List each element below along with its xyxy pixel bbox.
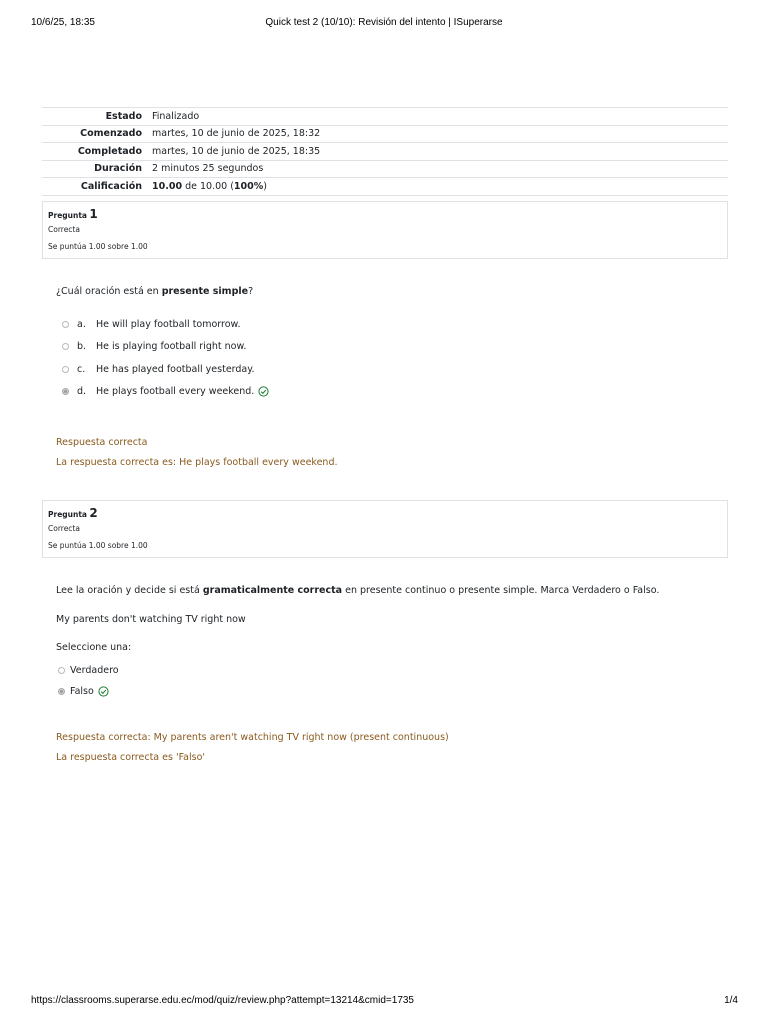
question-2-info bbox=[42, 500, 728, 558]
question-2-right-answer: La respuesta correcta es 'Falso' bbox=[56, 752, 205, 763]
grade-percent: 100% bbox=[233, 180, 264, 192]
answer-letter: a. bbox=[77, 318, 86, 330]
question-2-feedback: Respuesta correcta: My parents aren't watching TV right now (present continuous) bbox=[56, 732, 449, 743]
radio-button[interactable] bbox=[62, 366, 69, 373]
answer-option-c[interactable] bbox=[62, 362, 255, 376]
print-title: Quick test 2 (10/10): Revisión del intento | ISuperarse bbox=[265, 17, 503, 28]
summary-row-duracion bbox=[42, 160, 728, 178]
question-label: Pregunta bbox=[48, 211, 87, 220]
answer-text: He will play football tomorrow. bbox=[96, 318, 241, 330]
grade-close: ) bbox=[263, 180, 267, 192]
question-label: Pregunta bbox=[48, 510, 87, 519]
answer-letter: d. bbox=[77, 385, 87, 397]
option-label: Verdadero bbox=[70, 664, 119, 676]
qtext-bold: gramaticalmente correcta bbox=[202, 585, 343, 596]
summary-value: martes, 10 de junio de 2025, 18:35 bbox=[152, 145, 321, 157]
attempt-summary-table bbox=[42, 107, 728, 196]
qtext-part: ¿Cuál oración está en bbox=[56, 286, 162, 297]
option-verdadero[interactable] bbox=[58, 663, 119, 677]
question-state: Correcta bbox=[48, 524, 80, 533]
select-one-prompt: Seleccione una: bbox=[56, 642, 132, 653]
summary-label: Calificación bbox=[80, 180, 142, 192]
question-number: 2 bbox=[89, 506, 98, 520]
correct-check-icon bbox=[258, 386, 269, 397]
qtext-part: en presente continuo o presente simple. Marca Verdadero o Falso. bbox=[342, 585, 660, 596]
question-number: 1 bbox=[89, 207, 98, 221]
question-number-line bbox=[48, 506, 98, 520]
answer-text-correct bbox=[96, 386, 269, 397]
option-falso[interactable] bbox=[58, 684, 109, 698]
grade-score: 10.00 bbox=[152, 180, 183, 192]
summary-value: Finalizado bbox=[152, 110, 200, 122]
summary-label: Comenzado bbox=[80, 128, 142, 140]
question-2-text bbox=[56, 585, 659, 596]
qtext-part: ? bbox=[248, 286, 254, 297]
grade-of: de 10.00 ( bbox=[182, 180, 234, 192]
question-2-sentence: My parents don't watching TV right now bbox=[56, 614, 246, 625]
radio-button[interactable] bbox=[62, 343, 69, 350]
question-grade: Se puntúa 1.00 sobre 1.00 bbox=[48, 242, 148, 251]
print-footer bbox=[0, 995, 768, 1009]
summary-row-estado bbox=[42, 108, 728, 126]
print-datetime: 10/6/25, 18:35 bbox=[31, 17, 95, 28]
summary-row-calificacion bbox=[42, 178, 728, 196]
radio-button[interactable] bbox=[58, 667, 65, 674]
print-url[interactable]: https://classrooms.superarse.edu.ec/mod/quiz/review.php?attempt=13214&cmid=1735 bbox=[31, 995, 414, 1006]
summary-label: Duración bbox=[94, 163, 142, 175]
print-page-number: 1/4 bbox=[724, 995, 738, 1006]
question-1-right-answer: La respuesta correcta es: He plays football every weekend. bbox=[56, 457, 338, 468]
summary-label: Completado bbox=[77, 145, 142, 157]
question-state: Correcta bbox=[48, 225, 80, 234]
question-grade: Se puntúa 1.00 sobre 1.00 bbox=[48, 541, 148, 550]
answer-text: He has played football yesterday. bbox=[96, 363, 255, 375]
answer-text: He plays football every weekend. bbox=[96, 385, 255, 397]
question-number-line bbox=[48, 207, 98, 221]
summary-value: 2 minutos 25 segundos bbox=[152, 163, 264, 175]
answer-text: He is playing football right now. bbox=[96, 340, 247, 352]
answer-letter: b. bbox=[77, 340, 87, 352]
summary-row-completado bbox=[42, 143, 728, 161]
radio-button-selected[interactable] bbox=[58, 688, 65, 695]
correct-check-icon bbox=[98, 686, 109, 697]
qtext-part: Lee la oración y decide si está bbox=[56, 585, 203, 596]
radio-button[interactable] bbox=[62, 321, 69, 328]
option-label: Falso bbox=[70, 685, 94, 697]
summary-row-comenzado bbox=[42, 125, 728, 143]
print-header bbox=[0, 17, 768, 31]
answer-option-a[interactable] bbox=[62, 317, 241, 331]
qtext-bold: presente simple bbox=[161, 286, 249, 297]
question-1-feedback: Respuesta correcta bbox=[56, 437, 148, 448]
question-1-text bbox=[56, 286, 253, 297]
question-1-info bbox=[42, 201, 728, 259]
summary-grade-value bbox=[152, 178, 728, 196]
summary-label: Estado bbox=[105, 110, 142, 122]
summary-value: martes, 10 de junio de 2025, 18:32 bbox=[152, 128, 321, 140]
radio-button-selected[interactable] bbox=[62, 388, 69, 395]
answer-option-b[interactable] bbox=[62, 339, 247, 353]
answer-letter: c. bbox=[77, 363, 86, 375]
answer-option-d[interactable] bbox=[62, 384, 255, 398]
